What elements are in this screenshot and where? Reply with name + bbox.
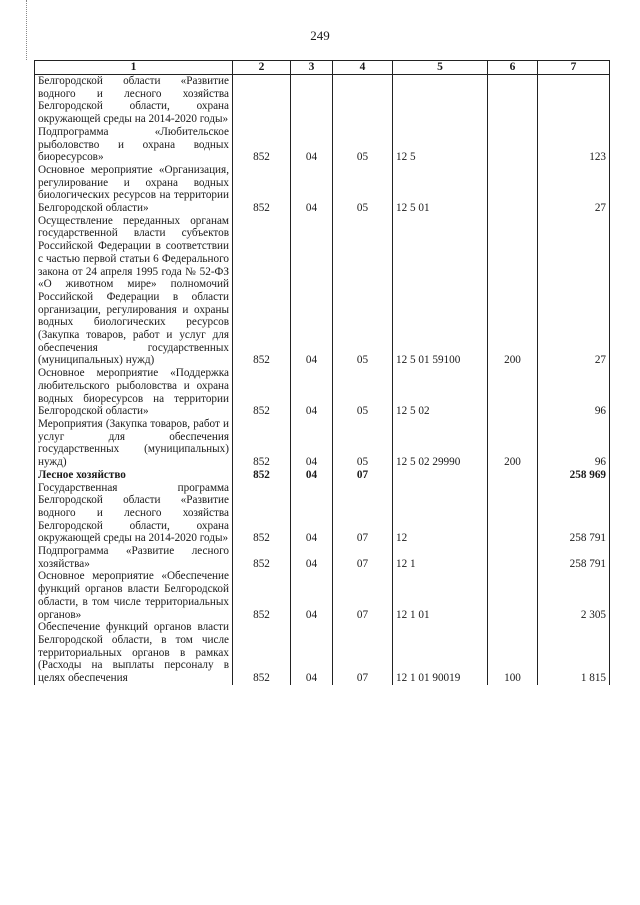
subsection-code: 07 <box>333 482 393 546</box>
ministry-code: 852 <box>233 367 291 418</box>
row-name: Основное мероприятие «Организация, регулирование и охрана водных биологических ресурсов на территории Белгородской области» <box>35 164 233 215</box>
subsection-code: 05 <box>333 418 393 469</box>
column-header: 7 <box>538 61 610 75</box>
expense-type-code <box>488 164 538 215</box>
ministry-code: 852 <box>233 570 291 621</box>
expense-type-code <box>488 367 538 418</box>
row-name: Основное мероприятие «Обеспечение функций органов власти Белгородской области, в том числе территориальных органов» <box>35 570 233 621</box>
section-code: 04 <box>291 215 333 367</box>
program-code: 12 5 01 <box>393 164 488 215</box>
ministry-code <box>233 75 291 126</box>
subsection-code: 07 <box>333 570 393 621</box>
subsection-code: 05 <box>333 215 393 367</box>
amount: 27 <box>538 215 610 367</box>
table-body <box>35 75 610 685</box>
subsection-code: 05 <box>333 164 393 215</box>
subsection-code: 05 <box>333 126 393 164</box>
section-code <box>291 75 333 126</box>
row-name: Осуществление переданных органам государственной власти субъектов Российской Федерации в соответствии с частью первой статьи 6 Федерального закона от 24 апреля 1995 года № 52-ФЗ «О животном мире» полномочий Российской Федерации в области организации, регулирования и охраны водных биологических ресурсов (Закупка товаров, работ и услуг для обеспечения государственных (муниципальных) нужд) <box>35 215 233 367</box>
section-code: 04 <box>291 545 333 570</box>
table-row <box>35 367 610 418</box>
expense-type-code <box>488 482 538 546</box>
expense-type-code <box>488 126 538 164</box>
page-number: 249 <box>310 28 330 43</box>
column-header: 1 <box>35 61 233 75</box>
column-header: 2 <box>233 61 291 75</box>
section-code: 04 <box>291 164 333 215</box>
program-code: 12 1 01 <box>393 570 488 621</box>
program-code: 12 <box>393 482 488 546</box>
row-name: Мероприятия (Закупка товаров, работ и услуг для обеспечения государственных (муниципальных) нужд) <box>35 418 233 469</box>
expense-type-code: 200 <box>488 418 538 469</box>
ministry-code: 852 <box>233 482 291 546</box>
table-row <box>35 75 610 126</box>
budget-table <box>34 60 610 685</box>
expense-type-code <box>488 469 538 482</box>
column-header: 6 <box>488 61 538 75</box>
expense-type-code: 200 <box>488 215 538 367</box>
row-name: Подпрограмма «Развитие лесного хозяйства» <box>35 545 233 570</box>
amount: 258 791 <box>538 482 610 546</box>
table-row <box>35 482 610 546</box>
amount: 96 <box>538 418 610 469</box>
amount: 2 305 <box>538 570 610 621</box>
program-code: 12 5 01 59100 <box>393 215 488 367</box>
table-row <box>35 215 610 367</box>
ministry-code: 852 <box>233 418 291 469</box>
program-code: 12 5 02 29990 <box>393 418 488 469</box>
section-code: 04 <box>291 367 333 418</box>
program-code: 12 5 02 <box>393 367 488 418</box>
row-name: Обеспечение функций органов власти Белгородской области, в том числе территориальных органов в рамках (Расходы на выплаты персоналу в целях обеспечения <box>35 621 233 685</box>
amount: 1 815 <box>538 621 610 685</box>
table-row <box>35 418 610 469</box>
section-code: 04 <box>291 482 333 546</box>
section-code: 04 <box>291 621 333 685</box>
table-row <box>35 545 610 570</box>
ministry-code: 852 <box>233 545 291 570</box>
section-code: 04 <box>291 570 333 621</box>
column-header: 4 <box>333 61 393 75</box>
program-code: 12 5 <box>393 126 488 164</box>
subsection-code: 07 <box>333 621 393 685</box>
section-code: 04 <box>291 469 333 482</box>
amount: 123 <box>538 126 610 164</box>
program-code <box>393 75 488 126</box>
table-row <box>35 126 610 164</box>
amount <box>538 75 610 126</box>
subsection-code: 07 <box>333 469 393 482</box>
ministry-code: 852 <box>233 621 291 685</box>
ministry-code: 852 <box>233 215 291 367</box>
column-header: 3 <box>291 61 333 75</box>
row-name: Государственная программа Белгородской области «Развитие водного и лесного хозяйства Белгородской области, охрана окружающей среды на 2014-2020 годы» <box>35 482 233 546</box>
subsection-code <box>333 75 393 126</box>
table-row <box>35 469 610 482</box>
program-code: 12 1 01 90019 <box>393 621 488 685</box>
amount: 258 791 <box>538 545 610 570</box>
column-header: 5 <box>393 61 488 75</box>
expense-type-code <box>488 570 538 621</box>
section-code: 04 <box>291 418 333 469</box>
subsection-code: 07 <box>333 545 393 570</box>
ministry-code: 852 <box>233 164 291 215</box>
table-row <box>35 621 610 685</box>
program-code: 12 1 <box>393 545 488 570</box>
subsection-code: 05 <box>333 367 393 418</box>
amount: 27 <box>538 164 610 215</box>
row-name: Лесное хозяйство <box>35 469 233 482</box>
amount: 258 969 <box>538 469 610 482</box>
amount: 96 <box>538 367 610 418</box>
section-code: 04 <box>291 126 333 164</box>
header-row <box>35 61 610 75</box>
ministry-code: 852 <box>233 469 291 482</box>
expense-type-code <box>488 75 538 126</box>
table-row <box>35 570 610 621</box>
row-name: Подпрограмма «Любительское рыболовство и охрана водных биоресурсов» <box>35 126 233 164</box>
row-name: Белгородской области «Развитие водного и лесного хозяйства Белгородской области, охрана окружающей среды на 2014-2020 годы» <box>35 75 233 126</box>
expense-type-code <box>488 545 538 570</box>
program-code <box>393 469 488 482</box>
expense-type-code: 100 <box>488 621 538 685</box>
row-name: Основное мероприятие «Поддержка любительского рыболовства и охрана водных биоресурсов на территории Белгородской области» <box>35 367 233 418</box>
table-row <box>35 164 610 215</box>
ministry-code: 852 <box>233 126 291 164</box>
